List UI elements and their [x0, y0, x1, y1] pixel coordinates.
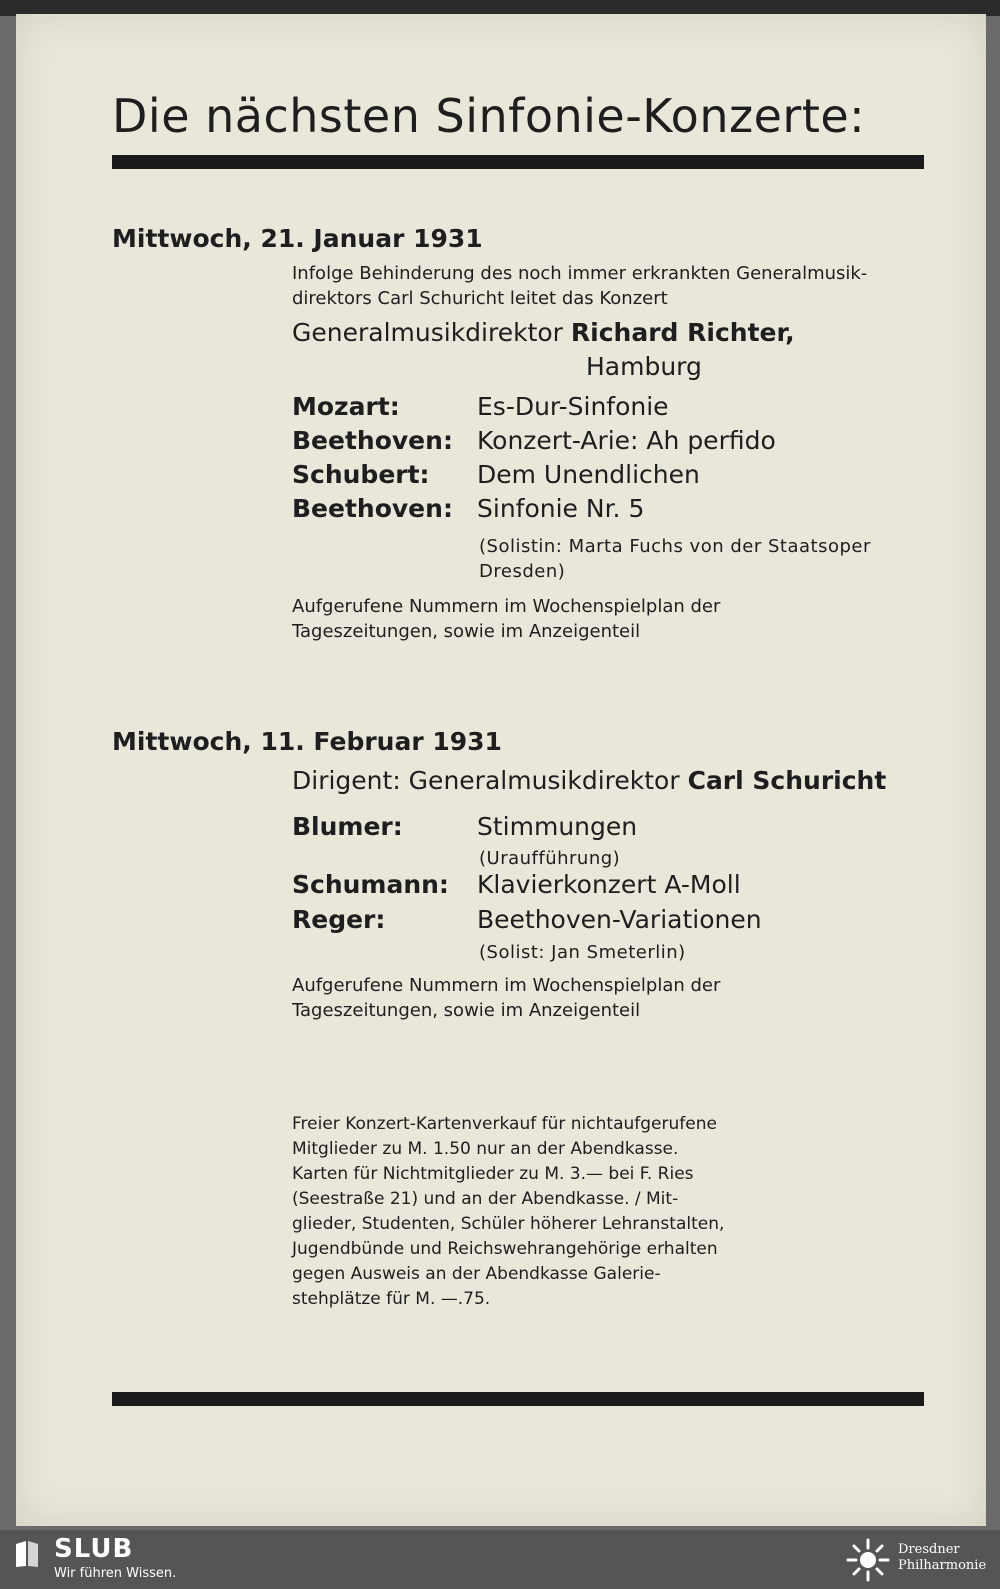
- ticket-line: glieder, Studenten, Schüler höherer Lehranstalten,: [292, 1214, 725, 1234]
- program-composer: Schumann:: [292, 870, 449, 899]
- program-composer: Schubert:: [292, 460, 430, 489]
- conductor-city: Hamburg: [586, 352, 702, 381]
- ticket-line: Mitglieder zu M. 1.50 nur an der Abendkasse.: [292, 1139, 679, 1159]
- concert2-numbers-line2: Tageszeitungen, sowie im Anzeigenteil: [292, 1000, 641, 1021]
- partner-line2: Philharmonie: [898, 1558, 987, 1573]
- program-work: Klavierkonzert A-Moll: [477, 870, 741, 899]
- conductor-role: Generalmusikdirektor: [292, 318, 563, 347]
- partner-line1: Dresdner: [898, 1542, 960, 1557]
- conductor-prefix: Dirigent: Generalmusikdirektor: [292, 766, 680, 795]
- conductor-name: Richard Richter,: [570, 318, 795, 347]
- concert2-date: Mittwoch, 11. Februar 1931: [112, 727, 502, 756]
- program-composer: Mozart:: [292, 392, 400, 421]
- ticket-line: (Seestraße 21) und an der Abendkasse. / Mit-: [292, 1189, 679, 1209]
- program-composer: Blumer:: [292, 812, 403, 841]
- page-title: Die nächsten Sinfonie-Konzerte:: [112, 89, 866, 143]
- program-work: Dem Unendlichen: [477, 460, 700, 489]
- bottom-rule: [112, 1392, 924, 1406]
- program-work: Sinfonie Nr. 5: [477, 494, 645, 523]
- ticket-line: Jugendbünde und Reichswehrangehörige erhalten: [292, 1239, 718, 1259]
- program-work: Stimmungen: [477, 812, 638, 841]
- concert2-conductor: [292, 766, 886, 795]
- ticket-info: [292, 1112, 776, 1312]
- program-composer: Beethoven:: [292, 426, 453, 455]
- ticket-line: stehplätze für M. —.75.: [292, 1289, 491, 1309]
- program-composer: Reger:: [292, 905, 386, 934]
- program-composer: Beethoven:: [292, 494, 453, 523]
- library-tagline: Wir führen Wissen.: [54, 1566, 177, 1581]
- concert1-numbers-line2: Tageszeitungen, sowie im Anzeigenteil: [292, 621, 641, 642]
- ticket-line: gegen Ausweis an der Abendkasse Galerie-: [292, 1264, 661, 1284]
- partner-name: [898, 1542, 986, 1574]
- sunburst-logo-icon: [846, 1538, 890, 1582]
- footer-bar: [0, 1530, 1000, 1589]
- concert1-numbers-line1: Aufgerufene Nummern im Wochenspielplan der: [292, 596, 721, 617]
- book-icon: [14, 1540, 40, 1568]
- concert1-notice-line1: Infolge Behinderung des noch immer erkrankten Generalmusik-: [292, 263, 868, 284]
- concert2-numbers-line1: Aufgerufene Nummern im Wochenspielplan der: [292, 975, 721, 996]
- top-rule: [112, 155, 924, 169]
- concert1-conductor: [292, 318, 795, 347]
- program-work: Konzert-Arie: Ah perfido: [477, 426, 776, 455]
- conductor-name: Carl Schuricht: [687, 766, 887, 795]
- program-work: Es-Dur-Sinfonie: [477, 392, 669, 421]
- concert1-soloist-line1: (Solistin: Marta Fuchs von der Staatsoper: [479, 536, 871, 557]
- ticket-line: Freier Konzert-Kartenverkauf für nichtaufgerufene: [292, 1114, 717, 1134]
- library-name: SLUB: [54, 1534, 134, 1564]
- program-work: Beethoven-Variationen: [477, 905, 762, 934]
- concert2-soloist: (Solist: Jan Smeterlin): [479, 942, 686, 963]
- concert1-notice-line2: direktors Carl Schuricht leitet das Konzert: [292, 288, 668, 309]
- ticket-line: Karten für Nichtmitglieder zu M. 3.— bei F. Ries: [292, 1164, 694, 1184]
- concert1-soloist-line2: Dresden): [479, 561, 566, 582]
- premiere-note: (Uraufführung): [479, 848, 621, 869]
- concert1-date: Mittwoch, 21. Januar 1931: [112, 224, 483, 253]
